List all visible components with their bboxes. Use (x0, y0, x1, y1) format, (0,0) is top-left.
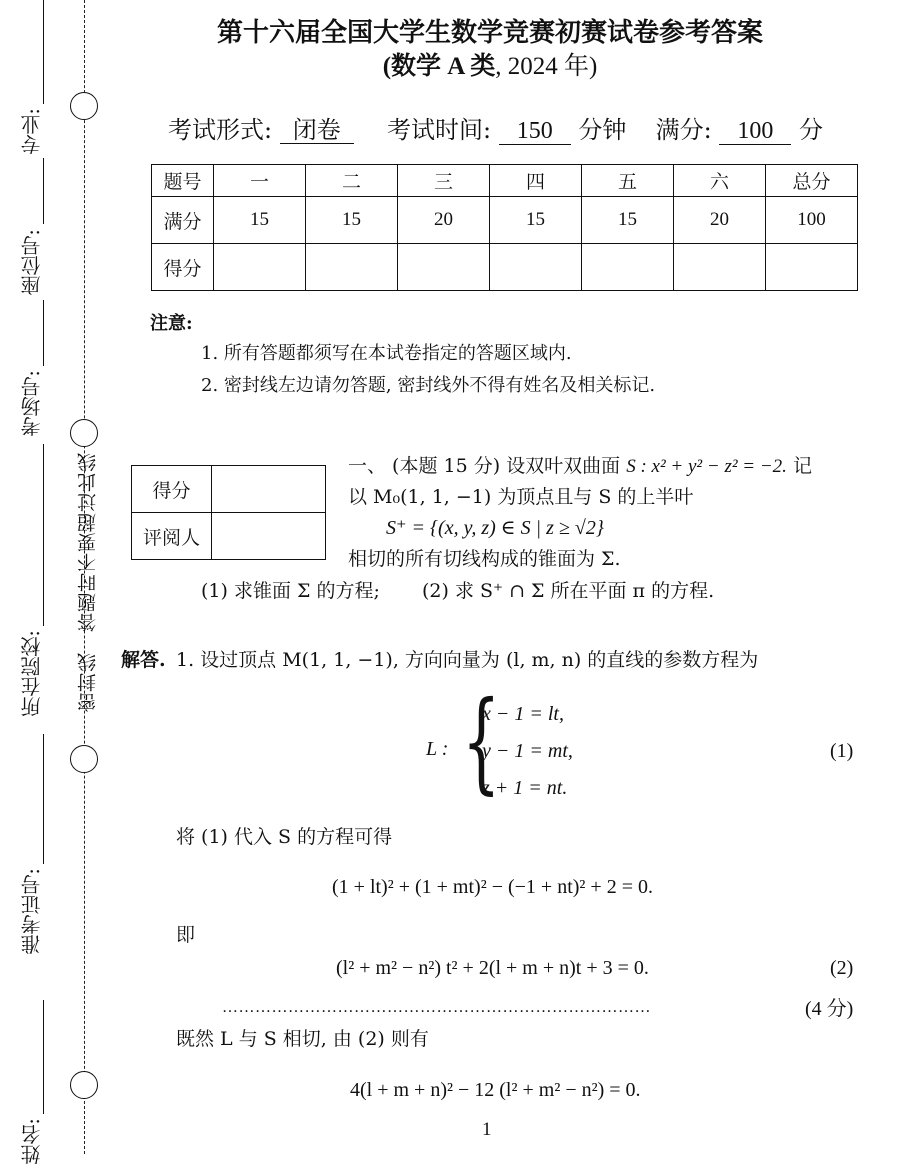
column-header: 一 (214, 165, 306, 197)
margin-field-line (43, 444, 44, 626)
equation-tag: (2) (830, 957, 854, 979)
margin-field-major: 专业: (20, 108, 44, 155)
notice-item: 1. 所有答题都须写在本试卷指定的答题区域内. (201, 343, 572, 364)
row-label: 得分 (152, 244, 214, 291)
equation-2: (l² + m² − n²) t² + 2(l + m + n)t + 3 = 0. (336, 957, 649, 979)
exam-time-unit: 分钟 (578, 116, 627, 144)
column-header: 三 (398, 165, 490, 197)
substitute-text: 将 (1) 代入 S 的方程可得 (176, 826, 393, 848)
full-marks-unit: 分 (799, 116, 824, 144)
table-row (152, 244, 858, 291)
exam-time-label: 考试时间: (387, 116, 492, 144)
upper-sheet-set: S⁺ = {(x, y, z) ∈ S | z ≥ √2} (386, 517, 604, 539)
exam-info (168, 110, 823, 145)
question-1: (1) 求锥面 Σ 的方程; (201, 580, 380, 602)
margin-field-line (43, 1000, 44, 1114)
full-mark-cell: 20 (674, 197, 766, 244)
margin-field-seat: 座位号: (20, 229, 44, 296)
row-label: 题号 (152, 165, 214, 197)
table-row (152, 165, 858, 197)
column-header: 五 (582, 165, 674, 197)
full-marks-value: 100 (719, 119, 791, 145)
question-2: (2) 求 S⁺ ∩ Σ 所在平面 π 的方程. (422, 580, 715, 602)
margin-field-school: 所在院校: (20, 630, 44, 717)
score-input-cell[interactable] (214, 244, 306, 291)
full-mark-cell: 15 (582, 197, 674, 244)
margin-field-line (43, 158, 44, 224)
margin-field-room: 考场号: (20, 370, 44, 437)
grader-name-label: 评阅人 (132, 513, 212, 560)
full-marks-label: 满分: (655, 116, 712, 144)
page-title: 第十六届全国大学生数学竞赛初赛试卷参考答案 (216, 18, 763, 48)
score-input-cell[interactable] (306, 244, 398, 291)
score-points: (4 分) (805, 998, 854, 1020)
binding-hole (70, 1071, 98, 1099)
full-mark-cell: 15 (306, 197, 398, 244)
system-lhs: L : (426, 738, 449, 760)
score-table (151, 164, 858, 291)
exam-time-value: 150 (499, 119, 571, 145)
seal-warning: 答题时不要超过此线 (77, 452, 99, 632)
score-input-cell[interactable] (766, 244, 858, 291)
hyperboloid-equation: S : x² + y² − z² = −2. (626, 456, 787, 477)
column-header: 总分 (766, 165, 858, 197)
grader-score-label: 得分 (132, 466, 212, 513)
subtitle-year: , 2024 年) (495, 53, 598, 80)
subtitle-open: ( (382, 53, 392, 80)
margin-field-line (43, 300, 44, 366)
problem-line-4: 相切的所有切线构成的锥面为 Σ. (348, 548, 621, 570)
subtitle-category: 数学 A 类 (391, 53, 496, 80)
binding-hole (70, 419, 98, 447)
column-header: 四 (490, 165, 582, 197)
full-mark-cell: 100 (766, 197, 858, 244)
problem-line-1: 一、 (本题 15 分) 设双叶双曲面 S : x² + y² − z² = −2. 记 (348, 455, 812, 477)
full-mark-cell: 20 (398, 197, 490, 244)
problem-line-2: 以 M₀(1, 1, −1) 为顶点且与 S 的上半叶 (348, 486, 694, 508)
system-brace: { (462, 677, 501, 805)
system-eq: x − 1 = lt, (482, 703, 564, 725)
column-header: 六 (674, 165, 766, 197)
grader-box (131, 465, 326, 560)
system-eq: y − 1 = mt, (482, 740, 573, 762)
margin-field-name: 姓名: (20, 1118, 44, 1165)
row-label: 满分 (152, 197, 214, 244)
tangent-text: 既然 L 与 S 相切, 由 (2) 则有 (176, 1028, 429, 1050)
notice-item: 2. 密封线左边请勿答题, 密封线外不得有姓名及相关标记. (201, 375, 656, 396)
equation-tag: (1) (830, 740, 854, 762)
full-mark-cell: 15 (214, 197, 306, 244)
notice-title: 注意: (150, 313, 193, 334)
grader-name-cell[interactable] (212, 513, 326, 560)
system-eq: z + 1 = nt. (482, 777, 568, 799)
grader-score-cell[interactable] (212, 466, 326, 513)
seal-label: 密封线 (77, 652, 99, 712)
equation-a: (1 + lt)² + (1 + mt)² − (−1 + nt)² + 2 = 0. (332, 876, 653, 898)
binding-hole (70, 92, 98, 120)
column-header: 二 (306, 165, 398, 197)
page-subtitle (0, 46, 922, 82)
equation-3: 4(l + m + n)² − 12 (l² + m² − n²) = 0. (350, 1079, 641, 1101)
table-row (152, 197, 858, 244)
score-input-cell[interactable] (674, 244, 766, 291)
full-mark-cell: 15 (490, 197, 582, 244)
solution-intro: 1. 设过顶点 M(1, 1, −1), 方向向量为 (l, m, n) 的直线的参数方程为 (176, 649, 759, 671)
margin-field-ticket: 准考证号: (20, 868, 44, 955)
margin-field-line (43, 734, 44, 864)
exam-form-label: 考试形式: (168, 116, 273, 144)
score-dots: …………………………………………………………………… (222, 999, 651, 1016)
page-number: 1 (482, 1119, 492, 1140)
solution-label: 解答. (121, 649, 166, 671)
exam-form-value: 闭卷 (280, 118, 354, 144)
score-input-cell[interactable] (582, 244, 674, 291)
score-input-cell[interactable] (398, 244, 490, 291)
score-input-cell[interactable] (490, 244, 582, 291)
ji-text: 即 (176, 924, 196, 946)
binding-hole (70, 745, 98, 773)
